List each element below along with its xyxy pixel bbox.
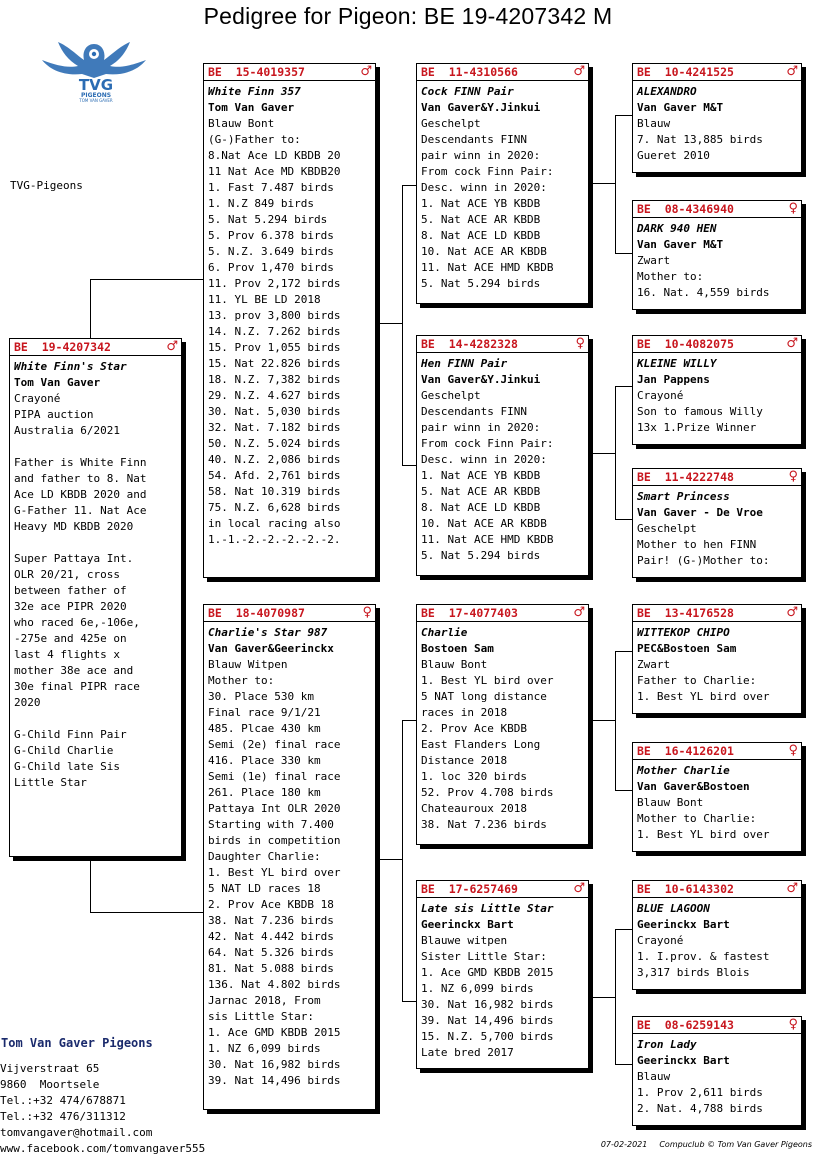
contact-name: Tom Van Gaver Pigeons (1, 1036, 153, 1050)
pigeon-note: 1. Best YL bird over (637, 690, 770, 703)
pigeon-owner: Van Gaver&Geerinckx (208, 642, 334, 655)
pigeon-owner: Geerinckx Bart (637, 918, 730, 931)
contact-phone-2: Tel.:+32 476/311312 (0, 1110, 126, 1123)
pigeon-note: Pattaya Int OLR 2020 (208, 802, 341, 815)
male-icon: ♂ (573, 64, 585, 79)
pigeon-note: (G-)Father to: (208, 133, 301, 146)
female-icon: ♀ (362, 605, 372, 620)
ring-number: BE 17-4077403 (421, 606, 518, 620)
pigeon-owner: Van Gaver - De Vroe (637, 506, 763, 519)
pigeon-note: Late bred 2017 (421, 1046, 514, 1059)
pigeon-name: KLEINE WILLY (637, 357, 717, 370)
pigeon-card-ggp-2[interactable] (632, 200, 802, 310)
connector-line (615, 386, 616, 519)
pigeon-color: Crayoné (637, 934, 684, 947)
pigeon-color: Blauw Witpen (208, 658, 288, 671)
pigeon-note: 29. N.Z. 4.627 birds (208, 389, 341, 402)
contact-block (0, 1035, 205, 1157)
connector-line (590, 997, 616, 998)
connector-line (90, 279, 91, 339)
pigeon-name: Charlie (421, 626, 468, 639)
pigeon-name: White Finn 357 (208, 85, 301, 98)
connector-line (615, 253, 633, 254)
male-icon: ♂ (786, 336, 798, 351)
pigeon-note: 1. Ace GMD KBDB 2015 (208, 1026, 341, 1039)
pigeon-note: Jarnac 2018, From (208, 994, 321, 1007)
pigeon-card-ggp-4[interactable] (632, 468, 802, 578)
pigeon-note: 136. Nat 4.802 birds (208, 978, 341, 991)
connector-line (590, 453, 616, 454)
pigeon-note: Mother to Charlie: (637, 812, 757, 825)
connector-line (615, 651, 633, 652)
pigeon-note: races in 2018 (421, 706, 508, 719)
connector-line (402, 720, 403, 1001)
pigeon-note: 5. Nat 5.294 birds (208, 213, 328, 226)
pigeon-card-ggp-1[interactable] (632, 63, 802, 173)
pigeon-card-grandmother-paternal[interactable] (416, 335, 589, 576)
pigeon-card-ggp-6[interactable] (632, 742, 802, 852)
pigeon-note: 30. Place 530 km (208, 690, 314, 703)
male-icon: ♂ (786, 605, 798, 620)
pigeon-color: Crayoné (637, 389, 684, 402)
pigeon-note: 1. I.prov. & fastest (637, 950, 770, 963)
pigeon-note: 11. Nat ACE HMD KBDB (421, 533, 554, 546)
connector-line (615, 651, 616, 790)
connector-line (90, 279, 204, 280)
pigeon-note: 14. N.Z. 7.262 birds (208, 325, 341, 338)
pigeon-note: 13x 1.Prize Winner (637, 421, 757, 434)
card-header (10, 339, 181, 356)
pigeon-note: in local racing also (208, 517, 341, 530)
connector-line (590, 720, 616, 721)
ring-number: BE 08-6259143 (637, 1018, 734, 1032)
card-header (633, 64, 801, 81)
ring-number: BE 11-4310566 (421, 65, 518, 79)
pigeon-card-subject[interactable] (9, 338, 182, 857)
pigeon-owner: Bostoen Sam (421, 642, 494, 655)
pigeon-card-ggp-3[interactable] (632, 335, 802, 445)
pigeon-name: Smart Princess (637, 490, 730, 503)
pigeon-note: G-Father 11. Nat Ace (14, 504, 147, 517)
ring-number: BE 13-4176528 (637, 606, 734, 620)
pigeon-note: Descendants FINN (421, 133, 527, 146)
ring-number: BE 15-4019357 (208, 65, 305, 79)
connector-line (615, 115, 616, 253)
card-header (633, 336, 801, 353)
pigeon-note: 1.-1.-2.-2.-2.-2.-2. (208, 533, 341, 546)
pigeon-note: -275e and 425e on (14, 632, 127, 645)
pigeon-note: 15. Nat 22.826 birds (208, 357, 341, 370)
pigeon-color: Zwart (637, 658, 671, 671)
pigeon-note: 52. Prov 4.708 birds (421, 786, 554, 799)
pigeon-note: 64. Nat 5.326 birds (208, 946, 334, 959)
pigeon-owner: Van Gaver M&T (637, 238, 724, 251)
pigeon-note: 30. Nat. 5,030 birds (208, 405, 341, 418)
page-title: Pedigree for Pigeon: BE 19-4207342 M (203, 3, 613, 29)
pigeon-card-grandmother-maternal[interactable] (416, 880, 589, 1069)
pigeon-note: 39. Nat 14,496 birds (421, 1014, 554, 1027)
connector-line (615, 115, 633, 116)
pigeon-note: Chateauroux 2018 (421, 802, 527, 815)
pigeon-color: Blauw Bont (637, 796, 704, 809)
pigeon-note: 6. Prov 1,470 birds (208, 261, 334, 274)
pigeon-owner: PEC&Bostoen Sam (637, 642, 737, 655)
pigeon-note: Ace LD KBDB 2020 and (14, 488, 147, 501)
connector-line (402, 185, 417, 186)
pigeon-note: 5. Nat ACE AR KBDB (421, 485, 541, 498)
pigeon-note: and father to 8. Nat (14, 472, 147, 485)
female-icon: ♀ (788, 201, 798, 216)
female-icon: ♀ (575, 336, 585, 351)
pigeon-note: 5. Nat 5.294 birds (421, 549, 541, 562)
pigeon-note: 1. NZ 6,099 birds (421, 982, 534, 995)
pigeon-note: Descendants FINN (421, 405, 527, 418)
pigeon-note: Little Star (14, 776, 87, 789)
pigeon-note: 1. Nat ACE YB KBDB (421, 469, 541, 482)
pigeon-note: between father of (14, 584, 127, 597)
pigeon-note: 2. Nat. 4,788 birds (637, 1102, 763, 1115)
pigeon-note: From cock Finn Pair: (421, 437, 554, 450)
pigeon-color: Blauw Bont (421, 658, 488, 671)
pigeon-card-mother[interactable] (203, 604, 376, 1110)
female-icon: ♀ (788, 1017, 798, 1032)
male-icon: ♂ (573, 881, 585, 896)
pigeon-note: Desc. winn in 2020: (421, 181, 547, 194)
card-header (633, 743, 801, 760)
card-header (417, 881, 588, 898)
pigeon-note: Distance 2018 (421, 754, 508, 767)
male-icon: ♂ (573, 605, 585, 620)
pigeon-note: 261. Place 180 km (208, 786, 321, 799)
connector-line (402, 720, 417, 721)
pigeon-note: 15. N.Z. 5,700 birds (421, 1030, 554, 1043)
footer (589, 1140, 812, 1149)
pigeon-card-grandfather-paternal[interactable] (416, 63, 589, 304)
male-icon: ♂ (360, 64, 372, 79)
connector-line (615, 386, 633, 387)
contact-address: Vijverstraat 65 (0, 1062, 100, 1075)
pigeon-owner: Geerinckx Bart (421, 918, 514, 931)
ring-number: BE 08-4346940 (637, 202, 734, 216)
pigeon-note: 1. Nat ACE YB KBDB (421, 197, 541, 210)
pigeon-note: 7. Nat 13,885 birds (637, 133, 763, 146)
pigeon-name: Hen FINN Pair (421, 357, 508, 370)
pigeon-note: 2. Prov Ace KBDB (421, 722, 527, 735)
male-icon: ♂ (166, 339, 178, 354)
pigeon-owner: Geerinckx Bart (637, 1054, 730, 1067)
pigeon-name: WITTEKOP CHIPO (637, 626, 730, 639)
pigeon-note: East Flanders Long (421, 738, 541, 751)
pigeon-note: Heavy MD KBDB 2020 (14, 520, 134, 533)
pigeon-note: 54. Afd. 2,761 birds (208, 469, 341, 482)
connector-line (90, 912, 204, 913)
logo-sub-text: PIGEONS (80, 92, 112, 99)
pigeon-note: From cock Finn Pair: (421, 165, 554, 178)
pigeon-note: OLR 20/21, cross (14, 568, 120, 581)
pigeon-owner: Tom Van Gaver (14, 376, 101, 389)
pigeon-note: Semi (1e) final race (208, 770, 341, 783)
pigeon-note: 5. Nat ACE AR KBDB (421, 213, 541, 226)
pigeon-card-ggp-5[interactable] (632, 604, 802, 714)
pigeon-owner: Van Gaver&Bostoen (637, 780, 750, 793)
pigeon-note: Mother to hen FINN (637, 538, 757, 551)
pigeon-note: 58. Nat 10.319 birds (208, 485, 341, 498)
ring-number: BE 10-4082075 (637, 337, 734, 351)
pigeon-note: Semi (2e) final race (208, 738, 341, 751)
pigeon-name: DARK 940 HEN (637, 222, 717, 235)
pigeon-color: Blauw (637, 117, 671, 130)
connector-line (402, 465, 417, 466)
connector-line (402, 185, 403, 465)
pigeon-note: 30. Nat 16,982 birds (421, 998, 554, 1011)
pigeon-name: Charlie's Star 987 (208, 626, 328, 639)
pigeon-note: 40. N.Z. 2,086 birds (208, 453, 341, 466)
pigeon-owner: Van Gaver M&T (637, 101, 724, 114)
pigeon-color: Blauw (637, 1070, 671, 1083)
card-header (633, 1017, 801, 1034)
logo-main-text: TVG (78, 76, 114, 94)
pigeon-name: Iron Lady (637, 1038, 697, 1051)
pigeon-note: Starting with 7.400 (208, 818, 334, 831)
pigeon-color: Blauwe witpen (421, 934, 508, 947)
pigeon-note: Final race 9/1/21 (208, 706, 321, 719)
connector-line (615, 1064, 633, 1065)
pigeon-note: 11. YL BE LD 2018 (208, 293, 321, 306)
male-icon: ♂ (786, 881, 798, 896)
loft-name: TVG-Pigeons (10, 179, 83, 192)
ring-number: BE 19-4207342 (14, 340, 111, 354)
pigeon-card-ggp-7[interactable] (632, 880, 802, 990)
pigeon-note: 1. Ace GMD KBDB 2015 (421, 966, 554, 979)
pigeon-note: last 4 flights x (14, 648, 120, 661)
pigeon-note: Mother to: (208, 674, 275, 687)
pigeon-note: 38. Nat 7.236 birds (208, 914, 334, 927)
ring-number: BE 18-4070987 (208, 606, 305, 620)
pigeon-color: Geschelpt (421, 389, 481, 402)
pigeon-note: 39. Nat 14,496 birds (208, 1074, 341, 1087)
pigeon-name: Mother Charlie (637, 764, 730, 777)
connector-line (615, 929, 633, 930)
pigeon-note: 8. Nat ACE LD KBDB (421, 501, 541, 514)
pigeon-note: PIPA auction (14, 408, 94, 421)
pigeon-note: 5. N.Z. 3.649 birds (208, 245, 334, 258)
contact-phone-1: Tel.:+32 474/678871 (0, 1094, 126, 1107)
ring-number: BE 10-6143302 (637, 882, 734, 896)
pigeon-owner: Van Gaver&Y.Jinkui (421, 101, 541, 114)
pigeon-name: Cock FINN Pair (421, 85, 514, 98)
pigeon-note: 1. NZ 6,099 birds (208, 1042, 321, 1055)
pigeon-note: 11. Prov 2,172 birds (208, 277, 341, 290)
pigeon-note: Gueret 2010 (637, 149, 710, 162)
card-header (204, 64, 375, 81)
pigeon-note: 81. Nat 5.088 birds (208, 962, 334, 975)
pigeon-owner: Tom Van Gaver (208, 101, 295, 114)
pigeon-note: Father is White Finn (14, 456, 147, 469)
card-header (633, 201, 801, 218)
pigeon-note: 18. N.Z. 7,382 birds (208, 373, 341, 386)
connector-line (402, 1001, 417, 1002)
connector-line (615, 929, 616, 1064)
pigeon-note: 1. Fast 7.487 birds (208, 181, 334, 194)
pigeon-note: Mother to: (637, 270, 704, 283)
pigeon-note: 2020 (14, 696, 41, 709)
footer-copyright: Compuclub © Tom Van Gaver Pigeons (659, 1140, 812, 1149)
connector-line (590, 183, 616, 184)
female-icon: ♀ (788, 743, 798, 758)
pigeon-note: 416. Place 330 km (208, 754, 321, 767)
blank-line (14, 711, 178, 727)
tvg-logo (38, 38, 150, 102)
pigeon-note: G-Child Finn Pair (14, 728, 127, 741)
card-header (417, 605, 588, 622)
pigeon-note: Super Pattaya Int. (14, 552, 134, 565)
pigeon-color: Geschelpt (637, 522, 697, 535)
blank-line (14, 535, 178, 551)
ring-number: BE 10-4241525 (637, 65, 734, 79)
pigeon-note: 11 Nat Ace MD KBDB20 (208, 165, 341, 178)
pigeon-name: ALEXANDRO (637, 85, 697, 98)
card-header (633, 605, 801, 622)
logo-tagline-text: TOM VAN GAVER (79, 98, 113, 102)
pigeon-card-grandfather-maternal[interactable] (416, 604, 589, 845)
pigeon-note: 1. Best YL bird over (208, 866, 341, 879)
pigeon-note: 32. Nat. 7.182 birds (208, 421, 341, 434)
ring-number: BE 11-4222748 (637, 470, 734, 484)
pigeon-note: 5. Nat 5.294 birds (421, 277, 541, 290)
pigeon-name: White Finn's Star (14, 360, 127, 373)
pigeon-note: Daughter Charlie: (208, 850, 321, 863)
pigeon-owner: Van Gaver&Y.Jinkui (421, 373, 541, 386)
female-icon: ♀ (788, 469, 798, 484)
pigeon-note: 5. Prov 6.378 birds (208, 229, 334, 242)
pigeon-color: Blauw Bont (208, 117, 275, 130)
pigeon-color: Crayoné (14, 392, 61, 405)
pigeon-note: 30. Nat 16,982 birds (208, 1058, 341, 1071)
card-header (417, 336, 588, 353)
male-icon: ♂ (786, 64, 798, 79)
pigeon-note: Sister Little Star: (421, 950, 547, 963)
connector-line (377, 323, 403, 324)
pigeon-note: sis Little Star: (208, 1010, 314, 1023)
pigeon-note: 42. Nat 4.442 birds (208, 930, 334, 943)
pigeon-note: 16. Nat. 4,559 birds (637, 286, 770, 299)
connector-line (615, 790, 633, 791)
pigeon-note: G-Child Charlie (14, 744, 114, 757)
pigeon-note: who raced 6e,-106e, (14, 616, 140, 629)
pigeon-note: 5 NAT long distance (421, 690, 547, 703)
pigeon-name: Late sis Little Star (421, 902, 554, 915)
pigeon-note: 3,317 birds Blois (637, 966, 750, 979)
card-header (417, 64, 588, 81)
pigeon-note: 10. Nat ACE AR KBDB (421, 245, 547, 258)
pigeon-note: 1. loc 320 birds (421, 770, 527, 783)
footer-date: 07-02-2021 (600, 1140, 648, 1149)
pigeon-logo-icon (38, 38, 150, 102)
pigeon-name: BLUE LAGOON (637, 902, 710, 915)
pigeon-note: 10. Nat ACE AR KBDB (421, 517, 547, 530)
ring-number: BE 14-4282328 (421, 337, 518, 351)
pigeon-note: 2. Prov Ace KBDB 18 (208, 898, 334, 911)
pigeon-note: 13. prov 3,800 birds (208, 309, 341, 322)
card-header (633, 469, 801, 486)
pigeon-note: 1. Best YL bird over (637, 828, 770, 841)
pigeon-note: pair winn in 2020: (421, 421, 541, 434)
contact-city: 9860 Moortsele (0, 1078, 100, 1091)
pigeon-note: 75. N.Z. 6,628 birds (208, 501, 341, 514)
card-header (633, 881, 801, 898)
contact-website[interactable]: www.facebook.com/tomvangaver555 (0, 1142, 206, 1155)
pigeon-note: 485. Plcae 430 km (208, 722, 321, 735)
pigeon-note: Father to Charlie: (637, 674, 757, 687)
pigeon-note: 8. Nat ACE LD KBDB (421, 229, 541, 242)
pigeon-note: Pair! (G-)Mother to: (637, 554, 770, 567)
pigeon-note: 38. Nat 7.236 birds (421, 818, 547, 831)
pigeon-note: Son to famous Willy (637, 405, 763, 418)
pigeon-card-ggp-8[interactable] (632, 1016, 802, 1126)
pigeon-note: 50. N.Z. 5.024 birds (208, 437, 341, 450)
pigeon-card-father[interactable] (203, 63, 376, 578)
pigeon-note: 32e ace PIPR 2020 (14, 600, 127, 613)
pigeon-color: Geschelpt (421, 117, 481, 130)
pigeon-note: birds in competition (208, 834, 341, 847)
pigeon-note: mother 38e ace and (14, 664, 134, 677)
connector-line (615, 519, 633, 520)
pigeon-note: Australia 6/2021 (14, 424, 120, 437)
pigeon-note: 1. Best YL bird over (421, 674, 554, 687)
pigeon-note: 30e final PIPR race (14, 680, 140, 693)
pigeon-note: Desc. winn in 2020: (421, 453, 547, 466)
pigeon-note: G-Child late Sis (14, 760, 120, 773)
pigeon-note: pair winn in 2020: (421, 149, 541, 162)
pigeon-note: 5 NAT LD races 18 (208, 882, 321, 895)
pigeon-note: 11. Nat ACE HMD KBDB (421, 261, 554, 274)
card-header (204, 605, 375, 622)
pigeon-color: Zwart (637, 254, 671, 267)
pigeon-note: 8.Nat Ace LD KBDB 20 (208, 149, 341, 162)
contact-email[interactable]: tomvangaver@hotmail.com (0, 1126, 153, 1139)
ring-number: BE 17-6257469 (421, 882, 518, 896)
blank-line (14, 439, 178, 455)
pigeon-note: 1. Prov 2,611 birds (637, 1086, 763, 1099)
connector-line (377, 859, 403, 860)
connector-line (90, 856, 91, 912)
pigeon-note: 1. N.Z 849 birds (208, 197, 314, 210)
pigeon-note: 15. Prov 1,055 birds (208, 341, 341, 354)
pigeon-owner: Jan Pappens (637, 373, 710, 386)
ring-number: BE 16-4126201 (637, 744, 734, 758)
